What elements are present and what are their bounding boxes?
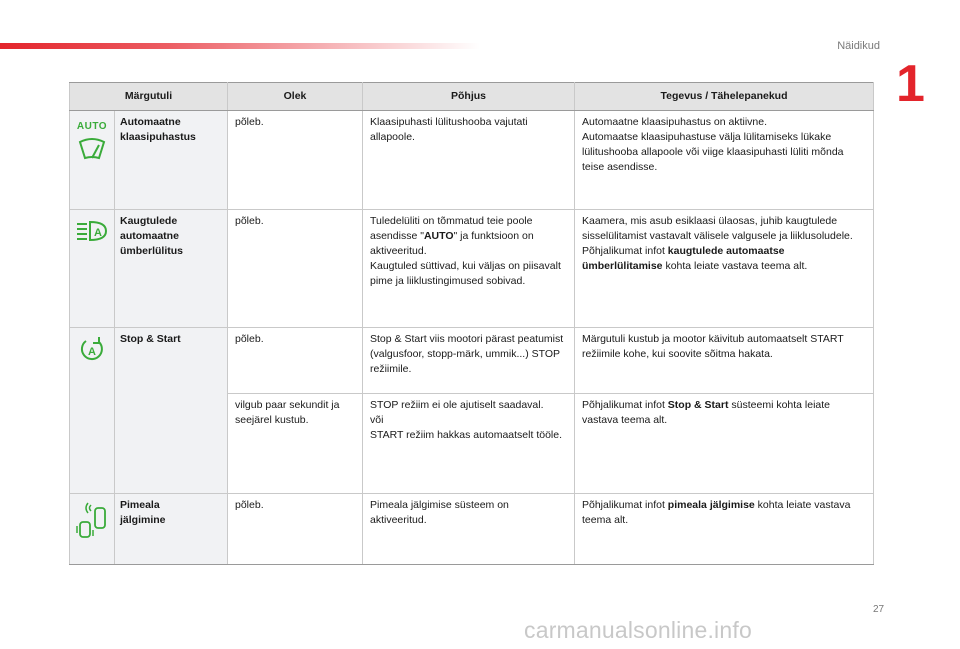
cause-cell: Tuledelüliti on tõmmatud teie poole asendisse "AUTO" ja funktsioon on aktiveeritud. Kaugtuled süttivad, kui väljas on piisavalt pime ja liiklustingimused sobivad. (363, 210, 575, 328)
table-row (70, 494, 874, 565)
auto-headlamp-icon (75, 218, 109, 244)
state-cell: põleb. (228, 111, 363, 210)
auto-label: AUTO (76, 121, 108, 132)
section-title: Näidikud (837, 40, 880, 52)
cause-cell: Klaasipuhasti lülitushooba vajutati allapoole. (363, 111, 575, 210)
lamp-name-cell: Stop & Start (115, 328, 228, 494)
table-header-row (70, 83, 874, 111)
action-cell: Kaamera, mis asub esiklaasi ülaosas, juhib kaugtulede sisselülitamist vastavalt välisele valgusele ja liiklusoludele. Põhjalikumat infot kaugtulede automaatse ümberlülitamise kohta leiate vastava teema alt. (575, 210, 874, 328)
table-row (70, 210, 874, 328)
action-cell: Põhjalikumat infot pimeala jälgimise kohta leiate vastava teema alt. (575, 494, 874, 565)
cause-cell: STOP režiim ei ole ajutiselt saadaval. või START režiim hakkas automaatselt tööle. (363, 394, 575, 494)
lamp-icon-cell (70, 210, 115, 328)
stop-start-icon (78, 336, 106, 362)
watermark: carmanualsonline.info (524, 617, 752, 643)
blind-spot-icon (75, 502, 109, 540)
cause-cell: Pimeala jälgimise süsteem on aktiveeritud. (363, 494, 575, 565)
action-cell: Märgutuli kustub ja mootor käivitub automaatselt START režiimile kohe, kui soovite sõitma hakata. (575, 328, 874, 394)
column-header-action: Tegevus / Tähelepanekud (575, 83, 874, 111)
column-header-cause: Põhjus (363, 83, 575, 111)
column-header-state: Olek (228, 83, 363, 111)
cause-cell: Stop & Start viis mootori pärast peatumist (valgusfoor, stopp-märk, ummik...) STOP režiimile. (363, 328, 575, 394)
lamp-name-cell: Automaatne klaasipuhastus (115, 111, 228, 210)
state-cell: põleb. (228, 494, 363, 565)
chapter-number: 1 (896, 55, 925, 113)
state-cell: põleb. (228, 328, 363, 394)
page-number: 27 (873, 604, 885, 615)
state-cell: vilgub paar sekundit ja seejärel kustub. (228, 394, 363, 494)
auto-wiper-icon (77, 136, 107, 162)
lamp-icon-cell (70, 494, 115, 565)
warning-lamps-table (69, 82, 874, 565)
action-cell: Põhjalikumat infot Stop & Start süsteemi kohta leiate vastava teema alt. (575, 394, 874, 494)
lamp-icon-cell (70, 111, 115, 210)
lamp-name-cell: Pimeala jälgimine (115, 494, 228, 565)
svg-text:A: A (94, 227, 102, 239)
lamp-icon-cell (70, 328, 115, 494)
lamp-name-cell: Kaugtulede automaatne ümberlülitus (115, 210, 228, 328)
svg-text:A: A (88, 346, 96, 358)
state-cell: põleb. (228, 210, 363, 328)
table-row (70, 111, 874, 210)
table-row (70, 328, 874, 394)
action-cell: Automaatne klaasipuhastus on aktiivne. Automaatse klaasipuhastuse välja lülitamiseks lükake lülitushooba allapoole või viige klaasipuhasti lüliti mõnda teise asendisse. (575, 111, 874, 210)
header-accent-bar (0, 43, 480, 49)
column-header-lamp: Märgutuli (70, 83, 228, 111)
